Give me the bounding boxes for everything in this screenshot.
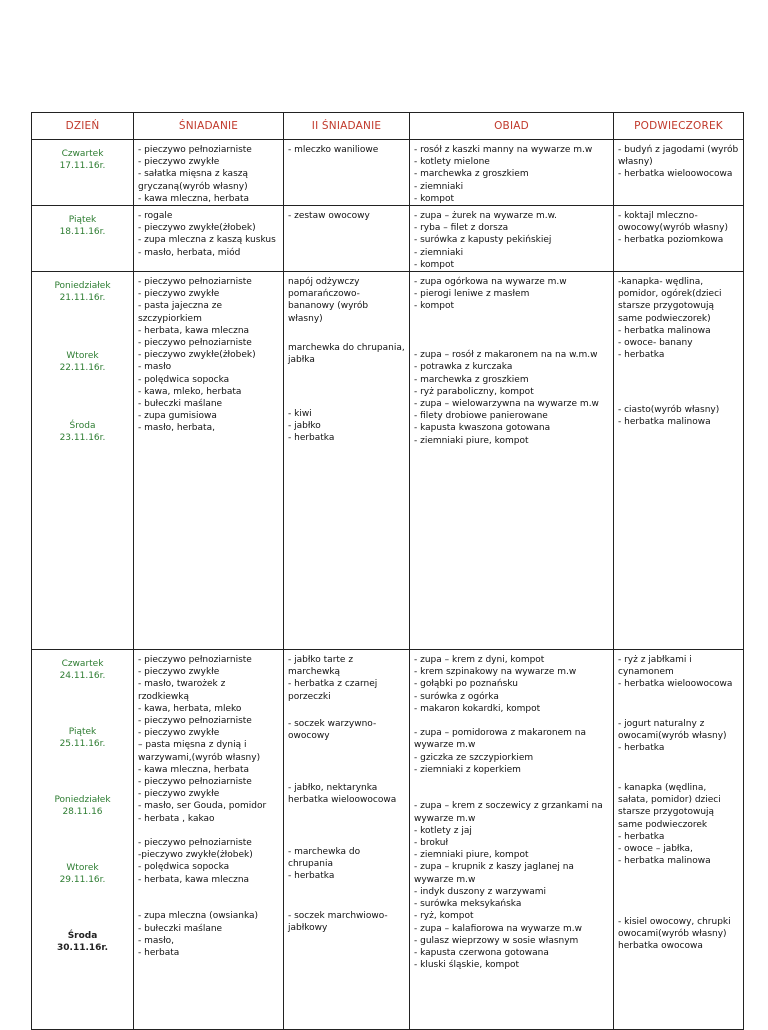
second-breakfast-text: - jabłko tarte z marchewką - herbatka z czarnej porzeczki	[288, 655, 378, 702]
second-breakfast-cell	[284, 206, 410, 272]
day-label: Poniedziałek 28.11.16	[54, 795, 111, 818]
breakfast-text: - pieczywo pełnoziarniste - pieczywo zwykłe - pasta jajeczna ze szczypiorkiem - herbata, kawa mleczna - pieczywo pełnoziarniste - pieczywo zwykłe(żłobek) - masło - polędwica sopocka - kawa, mleko, herbata - bułeczki maślane - zupa gumisiowa - masło, herbata,	[138, 277, 256, 434]
menu-table	[31, 112, 744, 650]
second-breakfast-cell	[284, 650, 410, 1030]
lunch-cell	[410, 272, 614, 650]
snack-text: - kisiel owocowy, chrupki owocami(wyrób własny) herbatka owocowa	[618, 917, 731, 952]
lunch-text: - zupa ogórkowa na wywarze m.w - pierogi leniwe z masłem - kompot - zupa – rosół z makaronem na na w.m.w - potrawka z kurczaka - marchewka z groszkiem - ryż paraboliczny, kompot - zupa – wielowarzywna na wywarze m.w - filety drobiowe panierowane - kapusta kwaszona gotowana - ziemniaki piure, kompot	[414, 277, 599, 446]
day-label: Środa 23.11.16r.	[59, 421, 106, 444]
breakfast-text: - pieczywo pełnoziarniste - pieczywo zwykłe - masło, twarożek z rzodkiewką - kawa, herbata, mleko - pieczywo pełnoziarniste - pieczywo zwykłe – pasta mięsna z dynią i warzywami,(wyrób własny) - kawa mleczna, herbata - pieczywo pełnoziarniste - pieczywo zwykłe - masło, ser Gouda, pomidor - herbata , kakao - pieczywo pełnoziarniste -pieczywo zwykłe(żłobek) - polędwica sopocka - herbata, kawa mleczna - zupa mleczna (owsianka) - bułeczki maślane - masło, - herbata	[138, 655, 267, 958]
header-row	[32, 113, 744, 140]
day-label: Czwartek 24.11.16r.	[59, 659, 106, 682]
header-lunch: OBIAD	[410, 113, 614, 140]
second-breakfast-text: napój odżywczy pomarańczowo-bananowy (wyrób własny)	[288, 277, 369, 324]
snack-text: - ryż z jabłkami i cynamonem - herbatka wieloowocowa	[618, 655, 733, 690]
breakfast-cell	[134, 206, 284, 272]
header-snack: PODWIECZOREK	[614, 113, 744, 140]
header-day: DZIEŃ	[32, 113, 134, 140]
snack-text: - koktajl mleczno-owocowy(wyrób własny) - herbatka poziomkowa	[618, 211, 728, 246]
lunch-text: - zupa – żurek na wywarze m.w. - ryba – filet z dorsza - surówka z kapusty pekińskiej - ziemniaki - kompot	[414, 211, 558, 270]
snack-text: - ciasto(wyrób własny) - herbatka malinowa	[618, 405, 720, 428]
menu-table-continued	[31, 649, 744, 1030]
second-breakfast-cell	[284, 140, 410, 206]
day-label: Piątek 25.11.16r.	[59, 727, 106, 750]
snack-text: - jogurt naturalny z owocami(wyrób własny) - herbatka	[618, 719, 727, 754]
lunch-cell	[410, 650, 614, 1030]
day-cell	[32, 272, 134, 650]
breakfast-text: - rogale - pieczywo zwykłe(żłobek) - zupa mleczna z kaszą kuskus - masło, herbata, miód	[138, 211, 276, 258]
second-breakfast-text: - zestaw owocowy	[288, 211, 370, 222]
second-breakfast-text: - soczek warzywno-owocowy	[288, 719, 377, 742]
snack-cell	[614, 272, 744, 650]
day-label: Środa 30.11.16r.	[57, 931, 108, 954]
snack-text: -kanapka- wędlina, pomidor, ogórek(dzieci starsze przygotowują same podwieczorek) - herbatka malinowa - owoce- banany - herbatka	[618, 277, 722, 361]
day-label: Czwartek 17.11.16r.	[59, 149, 106, 172]
breakfast-cell	[134, 140, 284, 206]
day-label: Piątek 18.11.16r.	[59, 215, 106, 238]
day-cell	[32, 650, 134, 1030]
day-label: Wtorek 29.11.16r.	[59, 863, 106, 886]
table-row	[32, 140, 744, 206]
lunch-cell	[410, 140, 614, 206]
snack-cell	[614, 650, 744, 1030]
day-cell	[32, 140, 134, 206]
day-cell	[32, 206, 134, 272]
second-breakfast-text: - marchewka do chrupania - herbatka	[288, 847, 361, 882]
second-breakfast-text: marchewka do chrupania, jabłka	[288, 343, 405, 366]
second-breakfast-text: - soczek marchwiowo-jabłkowy	[288, 911, 388, 934]
breakfast-cell	[134, 272, 284, 650]
header-second-breakfast: II ŚNIADANIE	[284, 113, 410, 140]
table-row	[32, 206, 744, 272]
second-breakfast-cell	[284, 272, 410, 650]
breakfast-text: - pieczywo pełnoziarniste - pieczywo zwykłe - sałatka mięsna z kaszą gryczaną(wyrób własny) - kawa mleczna, herbata	[138, 145, 252, 204]
second-breakfast-text: - jabłko, nektarynka herbatka wieloowocowa	[288, 783, 397, 806]
breakfast-cell	[134, 650, 284, 1030]
snack-text: - kanapka (wędlina, sałata, pomidor) dzieci starsze przygotowują same podwieczorek - herbatka - owoce – jabłka, - herbatka malinowa	[618, 783, 721, 867]
second-breakfast-text: - mleczko waniliowe	[288, 145, 379, 155]
second-breakfast-text: - kiwi - jabłko - herbatka	[288, 409, 335, 444]
table-row	[32, 650, 744, 1030]
lunch-cell	[410, 206, 614, 272]
day-label: Poniedziałek 21.11.16r.	[54, 281, 111, 304]
snack-cell	[614, 206, 744, 272]
snack-text: - budyń z jagodami (wyrób własny) - herbatka wieloowocowa	[618, 145, 739, 180]
header-breakfast: ŚNIADANIE	[134, 113, 284, 140]
table-row	[32, 272, 744, 650]
snack-cell	[614, 140, 744, 206]
lunch-text: - zupa – krem z dyni, kompot - krem szpinakowy na wywarze m.w - gołąbki po poznańsku - surówka z ogórka - makaron kokardki, kompot - zupa – pomidorowa z makaronem na wywarze m.w - gziczka ze szczypiorkiem - ziemniaki z koperkiem - zupa – krem z soczewicy z grzankami na wywarze m.w - kotlety z jaj - brokuł - ziemniaki piure, kompot - zupa – krupnik z kaszy jaglanej na wywarze m.w - indyk duszony z warzywami - surówka meksykańska - ryż, kompot - zupa – kalafiorowa na wywarze m.w - gulasz wieprzowy w sosie własnym - kapusta czerwona gotowana - kluski śląskie, kompot	[414, 655, 603, 971]
day-label: Wtorek 22.11.16r.	[59, 351, 106, 374]
lunch-text: - rosół z kaszki manny na wywarze m.w - kotlety mielone - marchewka z groszkiem - ziemniaki - kompot	[414, 145, 593, 204]
